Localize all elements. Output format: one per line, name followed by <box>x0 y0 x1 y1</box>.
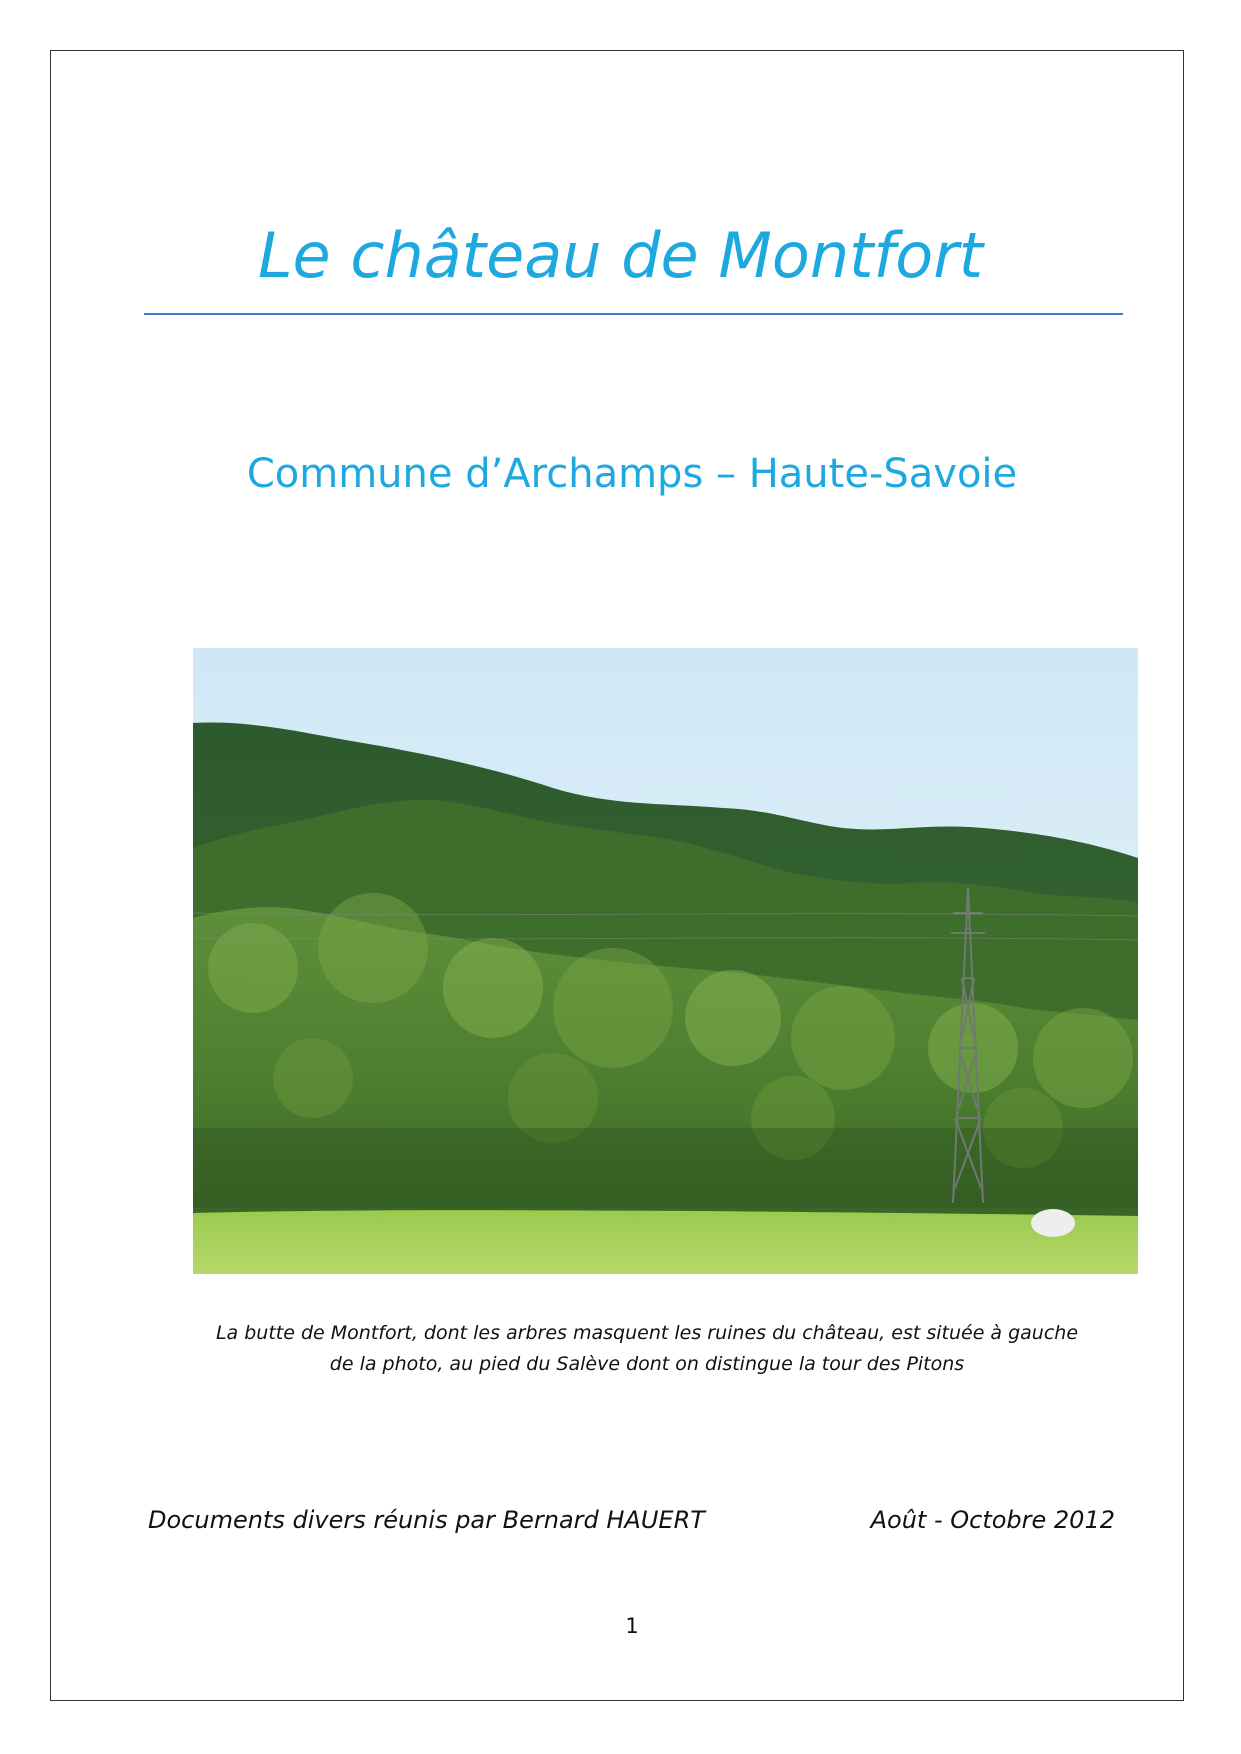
document-subtitle: Commune d’Archamps – Haute-Savoie <box>246 451 1018 497</box>
shadow-band <box>193 1128 1138 1208</box>
document-title: Le château de Montfort <box>257 219 984 292</box>
photo-caption <box>150 1318 1144 1380</box>
landscape-photo <box>193 648 1138 1274</box>
author-credit: Documents divers réunis par Bernard HAUERT <box>148 1506 705 1534</box>
title-underline <box>144 313 1123 315</box>
date-range: Août - Octobre 2012 <box>870 1506 1115 1534</box>
hay-bale <box>1031 1209 1075 1237</box>
caption-line-2: de la photo, au pied du Salève dont on distingue la tour des Pitons <box>329 1353 965 1375</box>
page-number: 1 <box>625 1614 639 1638</box>
meadow <box>193 1210 1138 1274</box>
caption-line-1: La butte de Montfort, dont les arbres masquent les ruines du château, est située à gauche <box>215 1322 1079 1344</box>
